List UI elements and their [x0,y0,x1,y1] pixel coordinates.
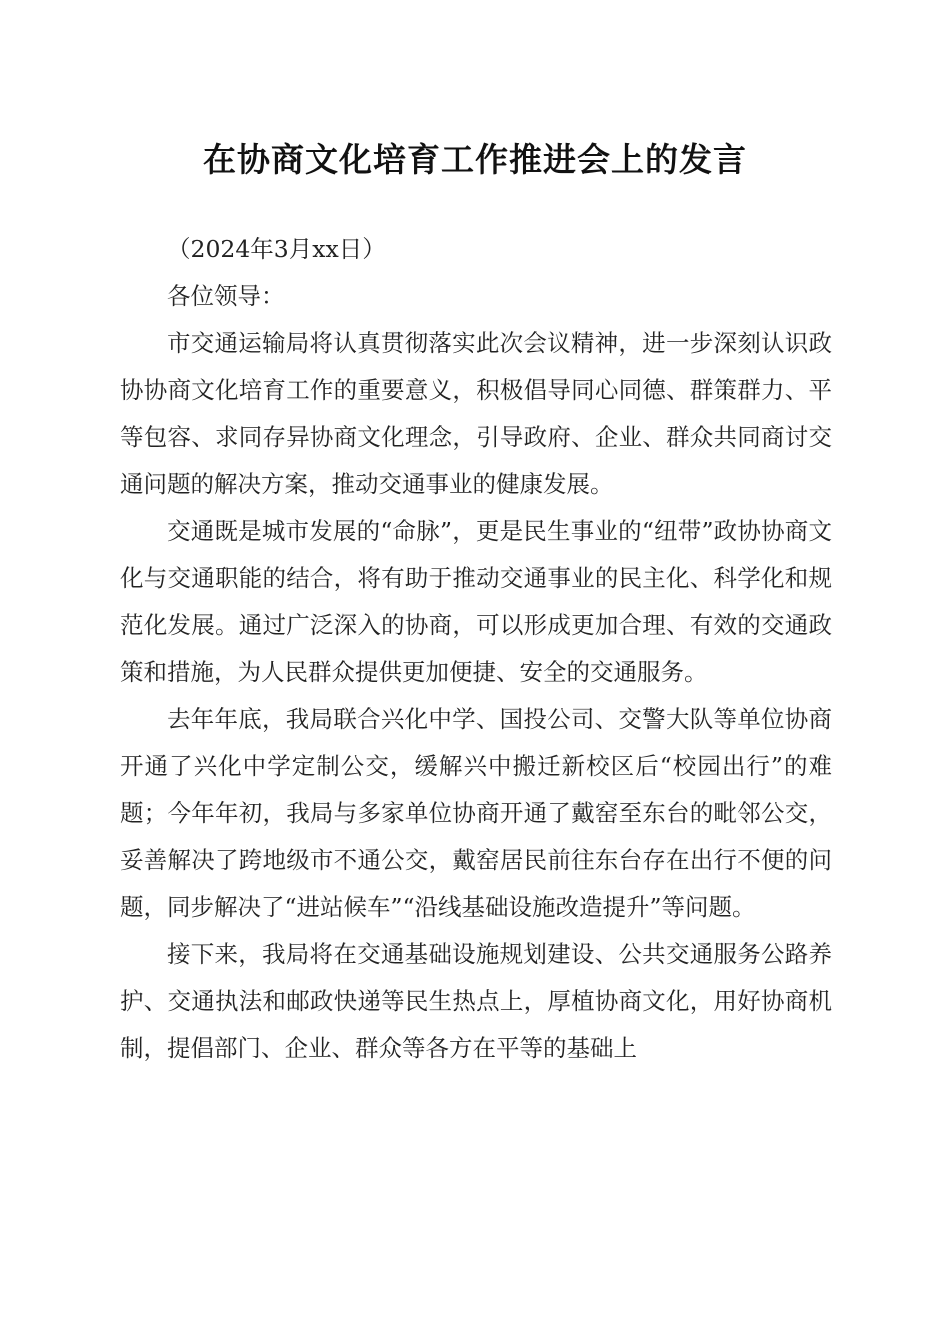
paragraph-3: 去年年底，我局联合兴化中学、国投公司、交警大队等单位协商开通了兴化中学定制公交，缓解兴中搬迁新校区后“校园出行”的难题；今年年初，我局与多家单位协商开通了戴窑至东台的毗邻公交，妥善解决了跨地级市不通公交，戴窑居民前往东台存在出行不便的问题，同步解决了“进站候车”“沿线基础设施改造提升”等问题。 [120,705,832,921]
salutation: 各位领导： [167,282,285,310]
paragraph-2: 交通既是城市发展的“命脉”，更是民生事业的“纽带”政协协商文化与交通职能的结合，将有助于推动交通事业的民主化、科学化和规范化发展。通过广泛深入的协商，可以形成更加合理、有效的交通政策和措施，为人民群众提供更加便捷、安全的交通服务。 [120,517,832,686]
paragraph-4: 接下来，我局将在交通基础设施规划建设、公共交通服务公路养护、交通执法和邮政快递等民生热点上，厚植协商文化，用好协商机制，提倡部门、企业、群众等各方在平等的基础上 [120,940,832,1062]
document-body [120,226,832,1072]
paragraph-1: 市交通运输局将认真贯彻落实此次会议精神，进一步深刻认识政协协商文化培育工作的重要意义，积极倡导同心同德、群策群力、平等包容、求同存异协商文化理念，引导政府、企业、群众共同商讨交通问题的解决方案，推动交通事业的健康发展。 [120,329,832,498]
document-title: 在协商文化培育工作推进会上的发言 [203,140,747,179]
date-line: （2024年3月xx日） [167,235,386,263]
